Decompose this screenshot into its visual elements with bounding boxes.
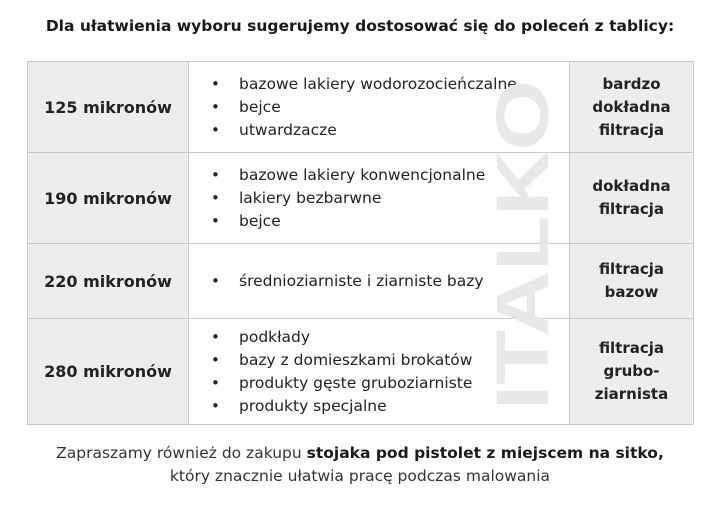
list-item: • lakiery bezbarwne — [211, 188, 382, 207]
footer-line-2: który znacznie ułatwia pracę podczas malowania — [169, 467, 551, 485]
mesh-size-cell: 220 mikronów — [28, 244, 189, 319]
list-item: • utwardzacze — [211, 120, 337, 139]
list-item: • bejce — [211, 211, 281, 230]
mesh-size-cell: 280 mikronów — [28, 319, 189, 425]
footer-line-1 — [0, 444, 720, 462]
applications-cell — [189, 244, 570, 319]
applications-cell — [189, 153, 570, 244]
applications-list — [189, 270, 569, 293]
table-row — [28, 244, 694, 319]
applications-list — [189, 73, 569, 142]
applications-list — [189, 326, 569, 418]
list-item: • bazowe lakiery konwencjonalne — [211, 165, 486, 184]
watermark-text: ITALKO — [481, 140, 564, 410]
footer-text: Zapraszamy również do zakupu — [56, 444, 307, 462]
filtration-cell: filtracja grubo- ziarnista — [570, 319, 694, 425]
list-item: • produkty specjalne — [211, 396, 387, 415]
table-row — [28, 153, 694, 244]
list-item: • podkłady — [211, 327, 311, 346]
list-item: • bejce — [211, 97, 281, 116]
table-row — [28, 62, 694, 153]
table-row — [28, 319, 694, 425]
page-heading: Dla ułatwienia wyboru sugerujemy dostosować się do poleceń z tablicy: — [45, 17, 675, 35]
applications-cell — [189, 62, 570, 153]
applications-list — [189, 164, 569, 233]
mesh-size-cell: 190 mikronów — [28, 153, 189, 244]
list-item: • produkty gęste gruboziarniste — [211, 373, 473, 392]
filtration-cell: filtracja bazow — [570, 244, 694, 319]
list-item: • bazy z domieszkami brokatów — [211, 350, 473, 369]
footer-highlight: stojaka pod pistolet z miejscem na sitko, — [306, 444, 664, 462]
filter-table — [27, 61, 694, 425]
filtration-cell: bardzo dokładna filtracja — [570, 62, 694, 153]
mesh-size-cell: 125 mikronów — [28, 62, 189, 153]
filtration-cell: dokładna filtracja — [570, 153, 694, 244]
applications-cell — [189, 319, 570, 425]
list-item: • bazowe lakiery wodorozocieńczalne — [211, 74, 517, 93]
list-item: • średnioziarniste i ziarniste bazy — [211, 271, 484, 290]
